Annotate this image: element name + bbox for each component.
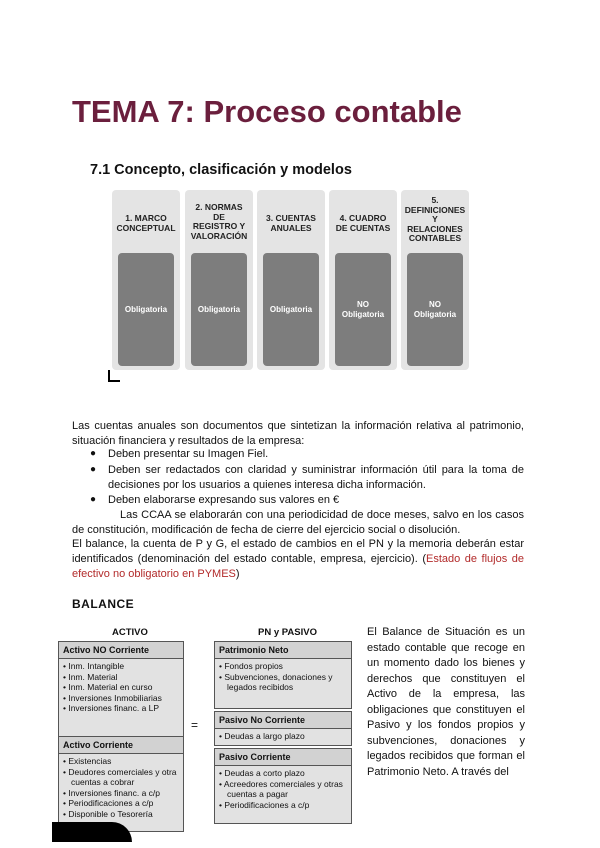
page-title: TEMA 7: Proceso contable xyxy=(72,94,462,129)
model-column xyxy=(185,190,253,370)
balance-heading: BALANCE xyxy=(72,597,135,611)
list-item: • Disponible o Tesorería xyxy=(63,809,179,820)
model-status-box xyxy=(263,253,319,366)
list-item: • Deudas a corto plazo xyxy=(219,768,347,779)
list-item: • Inm. Material en curso xyxy=(63,682,179,693)
list-item: • Periodificaciones a c/p xyxy=(63,798,179,809)
activo-no-corriente-box xyxy=(58,641,184,739)
model-status: NO Obligatoria xyxy=(341,300,385,319)
model-status: NO Obligatoria xyxy=(413,300,457,319)
patrimonio-neto-list xyxy=(215,659,351,695)
patrimonio-neto-heading: Patrimonio Neto xyxy=(215,642,351,659)
section-subtitle: 7.1 Concepto, clasificación y modelos xyxy=(90,162,352,178)
model-column xyxy=(257,190,325,370)
model-status-box xyxy=(407,253,463,366)
pasivo-corriente-list xyxy=(215,766,351,812)
balance-note: Estado de flujos de efectivo no obligatorio en PYMES xyxy=(72,553,524,580)
bullet-dot: ● xyxy=(90,494,97,505)
activo-no-corriente-list xyxy=(59,659,183,716)
pasivo-title: PN y PASIVO xyxy=(258,627,317,638)
model-heading: 2. NORMAS DE REGISTRO Y VALORACIÓN xyxy=(190,202,248,241)
list-item: • Periodificaciones a c/p xyxy=(219,800,347,811)
list-item: • Existencias xyxy=(63,756,179,767)
list-item: • Inversiones financ. a c/p xyxy=(63,788,179,799)
activo-corriente-list xyxy=(59,754,183,821)
bullet-item: Deben elaborarse expresando sus valores en € xyxy=(108,494,340,506)
model-column xyxy=(401,190,469,370)
pasivo-corriente-heading: Pasivo Corriente xyxy=(215,749,351,766)
equals-sign: = xyxy=(191,718,199,732)
model-column xyxy=(112,190,180,370)
balance-description: El Balance de Situación es un estado contable que recoge en un momento dado los bienes y derechos que constituyen el Activo de la empresa, las obligaciones que constituyen el Pasivo y los fondos propios y subvenciones, donaciones y legados recibidos que forman el Patrimonio Neto. A través del xyxy=(367,626,525,778)
ccaa-paragraph: Las CCAA se elaborarán con una periodicidad de doce meses, salvo en los casos de constitución, modificación de fecha de cierre del ejercicio social o disolución. xyxy=(72,509,524,536)
activo-title: ACTIVO xyxy=(112,627,148,638)
pasivo-no-corriente-box xyxy=(214,711,352,746)
list-item: • Deudas a largo plazo xyxy=(219,731,347,742)
bullet-item: Deben ser redactados con claridad y suministrar información útil para la toma de decisiones por los usuarios a quienes interesa dicha información. xyxy=(108,464,524,491)
list-item: • Fondos propios xyxy=(219,661,347,672)
bullet-item: Deben presentar su Imagen Fiel. xyxy=(108,448,269,460)
model-status-box xyxy=(118,253,174,366)
model-heading: 4. CUADRO DE CUENTAS xyxy=(335,213,391,233)
bullet-dot: ● xyxy=(90,448,97,459)
balance-text: El balance, la cuenta de P y G, el estado de cambios en el PN y la memoria deberán estar identificados (denominación del estado contable, empresa, ejercicio). ( xyxy=(72,538,524,565)
model-status: Obligatoria xyxy=(197,304,241,314)
model-heading: 5. DEFINICIONES Y RELACIONES CONTABLES xyxy=(404,195,466,243)
pasivo-corriente-box xyxy=(214,748,352,824)
patrimonio-neto-box xyxy=(214,641,352,709)
corner-blob xyxy=(52,822,132,842)
intro-paragraph: Las cuentas anuales son documentos que sintetizan la información relativa al patrimonio, situación financiera y resultados de la empresa: xyxy=(72,420,524,447)
activo-corriente-box xyxy=(58,736,184,832)
list-item: • Deudores comerciales y otra cuentas a cobrar xyxy=(63,767,179,788)
model-status-box xyxy=(335,253,391,366)
balance-text-end: ) xyxy=(235,568,240,580)
list-item: • Acreedores comerciales y otras cuentas a pagar xyxy=(219,779,347,800)
model-status-box xyxy=(191,253,247,366)
list-item: • Inm. Material xyxy=(63,672,179,683)
model-column xyxy=(329,190,397,370)
list-item: • Inversiones Inmobiliarias xyxy=(63,693,179,704)
bullet-dot: ● xyxy=(90,464,97,475)
list-item: • Inm. Intangible xyxy=(63,661,179,672)
pasivo-no-corriente-heading: Pasivo No Corriente xyxy=(215,712,351,729)
corner-mark xyxy=(108,370,120,382)
activo-corriente-heading: Activo Corriente xyxy=(59,737,183,754)
list-item: • Inversiones financ. a LP xyxy=(63,703,179,714)
model-heading: 1. MARCO CONCEPTUAL xyxy=(116,213,176,233)
model-status: Obligatoria xyxy=(124,304,168,314)
activo-no-corriente-heading: Activo NO Corriente xyxy=(59,642,183,659)
model-status: Obligatoria xyxy=(269,304,313,314)
pasivo-no-corriente-list xyxy=(215,729,351,744)
list-item: • Subvenciones, donaciones y legados recibidos xyxy=(219,672,347,693)
model-heading: 3. CUENTAS ANUALES xyxy=(266,213,316,233)
balance-paragraph xyxy=(72,537,524,582)
